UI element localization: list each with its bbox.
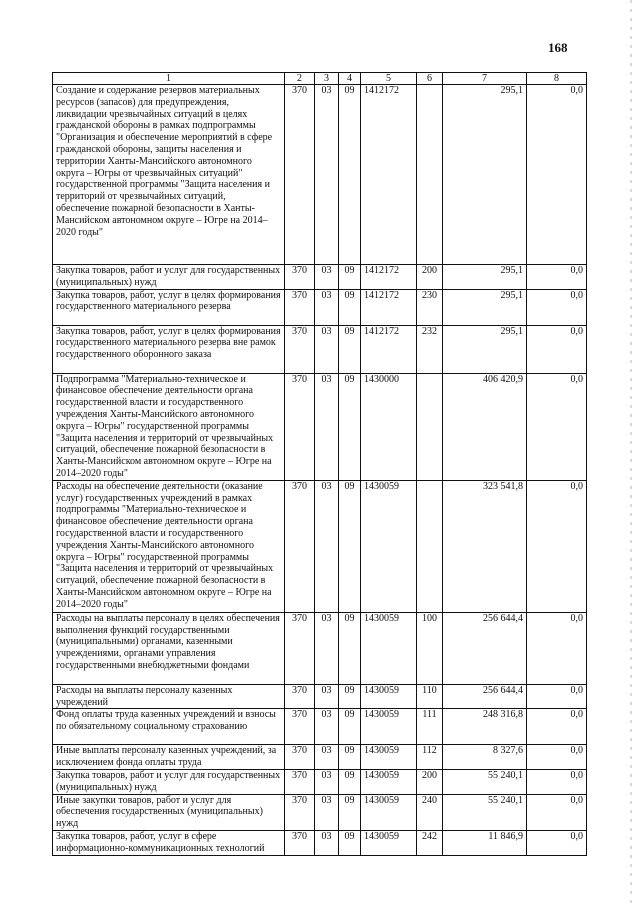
cell-ministry-code: 370 (285, 684, 315, 709)
table-header-row (53, 73, 587, 85)
cell-expense-type: 200 (417, 265, 443, 290)
cell-ministry-code: 370 (285, 745, 315, 770)
table-row (53, 612, 587, 684)
cell-target-article: 1430000 (361, 373, 417, 480)
cell-amount: 295,1 (443, 265, 527, 290)
cell-ministry-code: 370 (285, 265, 315, 290)
cell-amount-federal: 0,0 (527, 830, 587, 855)
cell-section: 03 (315, 745, 339, 770)
header-col-6: 6 (417, 73, 443, 85)
cell-expense-type: 111 (417, 709, 443, 745)
cell-subsection: 09 (339, 745, 361, 770)
cell-amount: 406 420,9 (443, 373, 527, 480)
cell-expense-type (417, 373, 443, 480)
cell-description: Закупка товаров, работ, услуг в сфере информационно-коммуникационных технологий (53, 830, 285, 855)
table-row (53, 480, 587, 612)
cell-target-article: 1430059 (361, 709, 417, 745)
cell-description: Расходы на выплаты персоналу в целях обеспечения выполнения функций государственными (муниципальными) органами, казенными учреждениями, органами управления государственными внебюджетными фондами (53, 612, 285, 684)
cell-ministry-code: 370 (285, 794, 315, 830)
cell-description: Расходы на выплаты персоналу казенных учреждений (53, 684, 285, 709)
cell-amount: 248 316,8 (443, 709, 527, 745)
cell-expense-type: 242 (417, 830, 443, 855)
table-row (53, 265, 587, 290)
cell-description: Закупка товаров, работ, услуг в целях формирования государственного материального резерва (53, 289, 285, 325)
cell-expense-type (417, 85, 443, 265)
cell-subsection: 09 (339, 289, 361, 325)
table-row (53, 325, 587, 373)
cell-description: Создание и содержание резервов материальных ресурсов (запасов) для предупреждения, ликвидации чрезвычайных ситуаций в целях гражданской обороны в рамках подпрограммы "Организация и обеспечение мероприятий в сфере гражданской обороны, защиты населения и территории Ханты-Мансийского автономного округа – Югры от чрезвычайных ситуаций" государственной программы "Защита населения и территорий от чрезвычайных ситуаций, обеспечение пожарной безопасности в Ханты-Мансийском автономном округе – Югре на 2014–2020 годы" (53, 85, 285, 265)
cell-amount-federal: 0,0 (527, 480, 587, 612)
table-row (53, 684, 587, 709)
cell-amount: 323 541,8 (443, 480, 527, 612)
cell-amount-federal: 0,0 (527, 794, 587, 830)
header-col-4: 4 (339, 73, 361, 85)
cell-section: 03 (315, 612, 339, 684)
cell-amount: 256 644,4 (443, 684, 527, 709)
cell-expense-type: 100 (417, 612, 443, 684)
cell-expense-type: 240 (417, 794, 443, 830)
cell-section: 03 (315, 265, 339, 290)
cell-amount: 295,1 (443, 325, 527, 373)
cell-target-article: 1430059 (361, 745, 417, 770)
cell-ministry-code: 370 (285, 85, 315, 265)
cell-target-article: 1430059 (361, 612, 417, 684)
cell-subsection: 09 (339, 612, 361, 684)
cell-description: Закупка товаров, работ, услуг в целях формирования государственного материального резерва вне рамок государственного оборонного заказа (53, 325, 285, 373)
page-number: 168 (548, 40, 568, 55)
scan-edge-artifact (630, 0, 632, 905)
cell-amount-federal: 0,0 (527, 769, 587, 794)
cell-amount-federal: 0,0 (527, 612, 587, 684)
cell-amount: 55 240,1 (443, 769, 527, 794)
header-col-2: 2 (285, 73, 315, 85)
cell-expense-type: 112 (417, 745, 443, 770)
cell-ministry-code: 370 (285, 480, 315, 612)
cell-subsection: 09 (339, 769, 361, 794)
cell-amount-federal: 0,0 (527, 684, 587, 709)
cell-target-article: 1430059 (361, 480, 417, 612)
cell-amount: 295,1 (443, 289, 527, 325)
cell-expense-type (417, 480, 443, 612)
cell-ministry-code: 370 (285, 830, 315, 855)
cell-subsection: 09 (339, 373, 361, 480)
cell-subsection: 09 (339, 794, 361, 830)
cell-ministry-code: 370 (285, 769, 315, 794)
cell-section: 03 (315, 794, 339, 830)
header-col-8: 8 (527, 73, 587, 85)
cell-section: 03 (315, 325, 339, 373)
cell-description: Закупка товаров, работ и услуг для государственных (муниципальных) нужд (53, 265, 285, 290)
cell-amount-federal: 0,0 (527, 325, 587, 373)
cell-amount: 11 846,9 (443, 830, 527, 855)
cell-subsection: 09 (339, 480, 361, 612)
cell-amount: 256 644,4 (443, 612, 527, 684)
cell-target-article: 1412172 (361, 85, 417, 265)
cell-ministry-code: 370 (285, 289, 315, 325)
cell-section: 03 (315, 289, 339, 325)
cell-section: 03 (315, 830, 339, 855)
header-col-3: 3 (315, 73, 339, 85)
cell-description: Закупка товаров, работ и услуг для государственных (муниципальных) нужд (53, 769, 285, 794)
cell-amount: 8 327,6 (443, 745, 527, 770)
table-row (53, 794, 587, 830)
table-row (53, 769, 587, 794)
cell-target-article: 1412172 (361, 289, 417, 325)
cell-expense-type: 230 (417, 289, 443, 325)
cell-amount-federal: 0,0 (527, 709, 587, 745)
cell-amount-federal: 0,0 (527, 289, 587, 325)
cell-expense-type: 110 (417, 684, 443, 709)
table-row (53, 373, 587, 480)
cell-subsection: 09 (339, 85, 361, 265)
cell-section: 03 (315, 85, 339, 265)
cell-target-article: 1412172 (361, 325, 417, 373)
cell-amount: 55 240,1 (443, 794, 527, 830)
cell-description: Расходы на обеспечение деятельности (оказание услуг) государственных учреждений в рамках подпрограммы "Материально-техническое и финансовое обеспечение деятельности органа государственной власти и государственного учреждения Ханты-Мансийского автономного округа – Югры" государственной программы "Защита населения и территорий от чрезвычайных ситуаций, обеспечение пожарной безопасности в Ханты-Мансийском автономном округе – Югре на 2014–2020 годы" (53, 480, 285, 612)
budget-table (52, 72, 587, 856)
table-row (53, 289, 587, 325)
cell-target-article: 1430059 (361, 830, 417, 855)
cell-description: Иные выплаты персоналу казенных учреждений, за исключением фонда оплаты труда (53, 745, 285, 770)
cell-subsection: 09 (339, 325, 361, 373)
cell-section: 03 (315, 709, 339, 745)
cell-amount-federal: 0,0 (527, 85, 587, 265)
cell-section: 03 (315, 684, 339, 709)
cell-amount-federal: 0,0 (527, 265, 587, 290)
cell-amount-federal: 0,0 (527, 373, 587, 480)
cell-description: Подпрограмма "Материально-техническое и финансовое обеспечение деятельности органа государственной власти и государственного учреждения Ханты-Мансийского автономного округа – Югры" государственной программы "Защита населения и территорий от чрезвычайных ситуаций, обеспечение пожарной безопасности в Ханты-Мансийском автономном округе – Югре на 2014–2020 годы" (53, 373, 285, 480)
table-row (53, 85, 587, 265)
cell-target-article: 1430059 (361, 794, 417, 830)
cell-amount-federal: 0,0 (527, 745, 587, 770)
header-col-1: 1 (53, 73, 285, 85)
cell-subsection: 09 (339, 830, 361, 855)
cell-target-article: 1412172 (361, 265, 417, 290)
cell-ministry-code: 370 (285, 709, 315, 745)
cell-target-article: 1430059 (361, 769, 417, 794)
cell-subsection: 09 (339, 684, 361, 709)
cell-expense-type: 200 (417, 769, 443, 794)
cell-ministry-code: 370 (285, 373, 315, 480)
cell-expense-type: 232 (417, 325, 443, 373)
cell-amount: 295,1 (443, 85, 527, 265)
header-col-5: 5 (361, 73, 417, 85)
cell-subsection: 09 (339, 709, 361, 745)
cell-description: Фонд оплаты труда казенных учреждений и взносы по обязательному социальному страхованию (53, 709, 285, 745)
table-row (53, 830, 587, 855)
cell-section: 03 (315, 769, 339, 794)
cell-target-article: 1430059 (361, 684, 417, 709)
cell-description: Иные закупки товаров, работ и услуг для обеспечения государственных (муниципальных) нужд (53, 794, 285, 830)
cell-ministry-code: 370 (285, 325, 315, 373)
cell-section: 03 (315, 373, 339, 480)
header-col-7: 7 (443, 73, 527, 85)
cell-ministry-code: 370 (285, 612, 315, 684)
cell-section: 03 (315, 480, 339, 612)
cell-subsection: 09 (339, 265, 361, 290)
table-row (53, 745, 587, 770)
table-row (53, 709, 587, 745)
